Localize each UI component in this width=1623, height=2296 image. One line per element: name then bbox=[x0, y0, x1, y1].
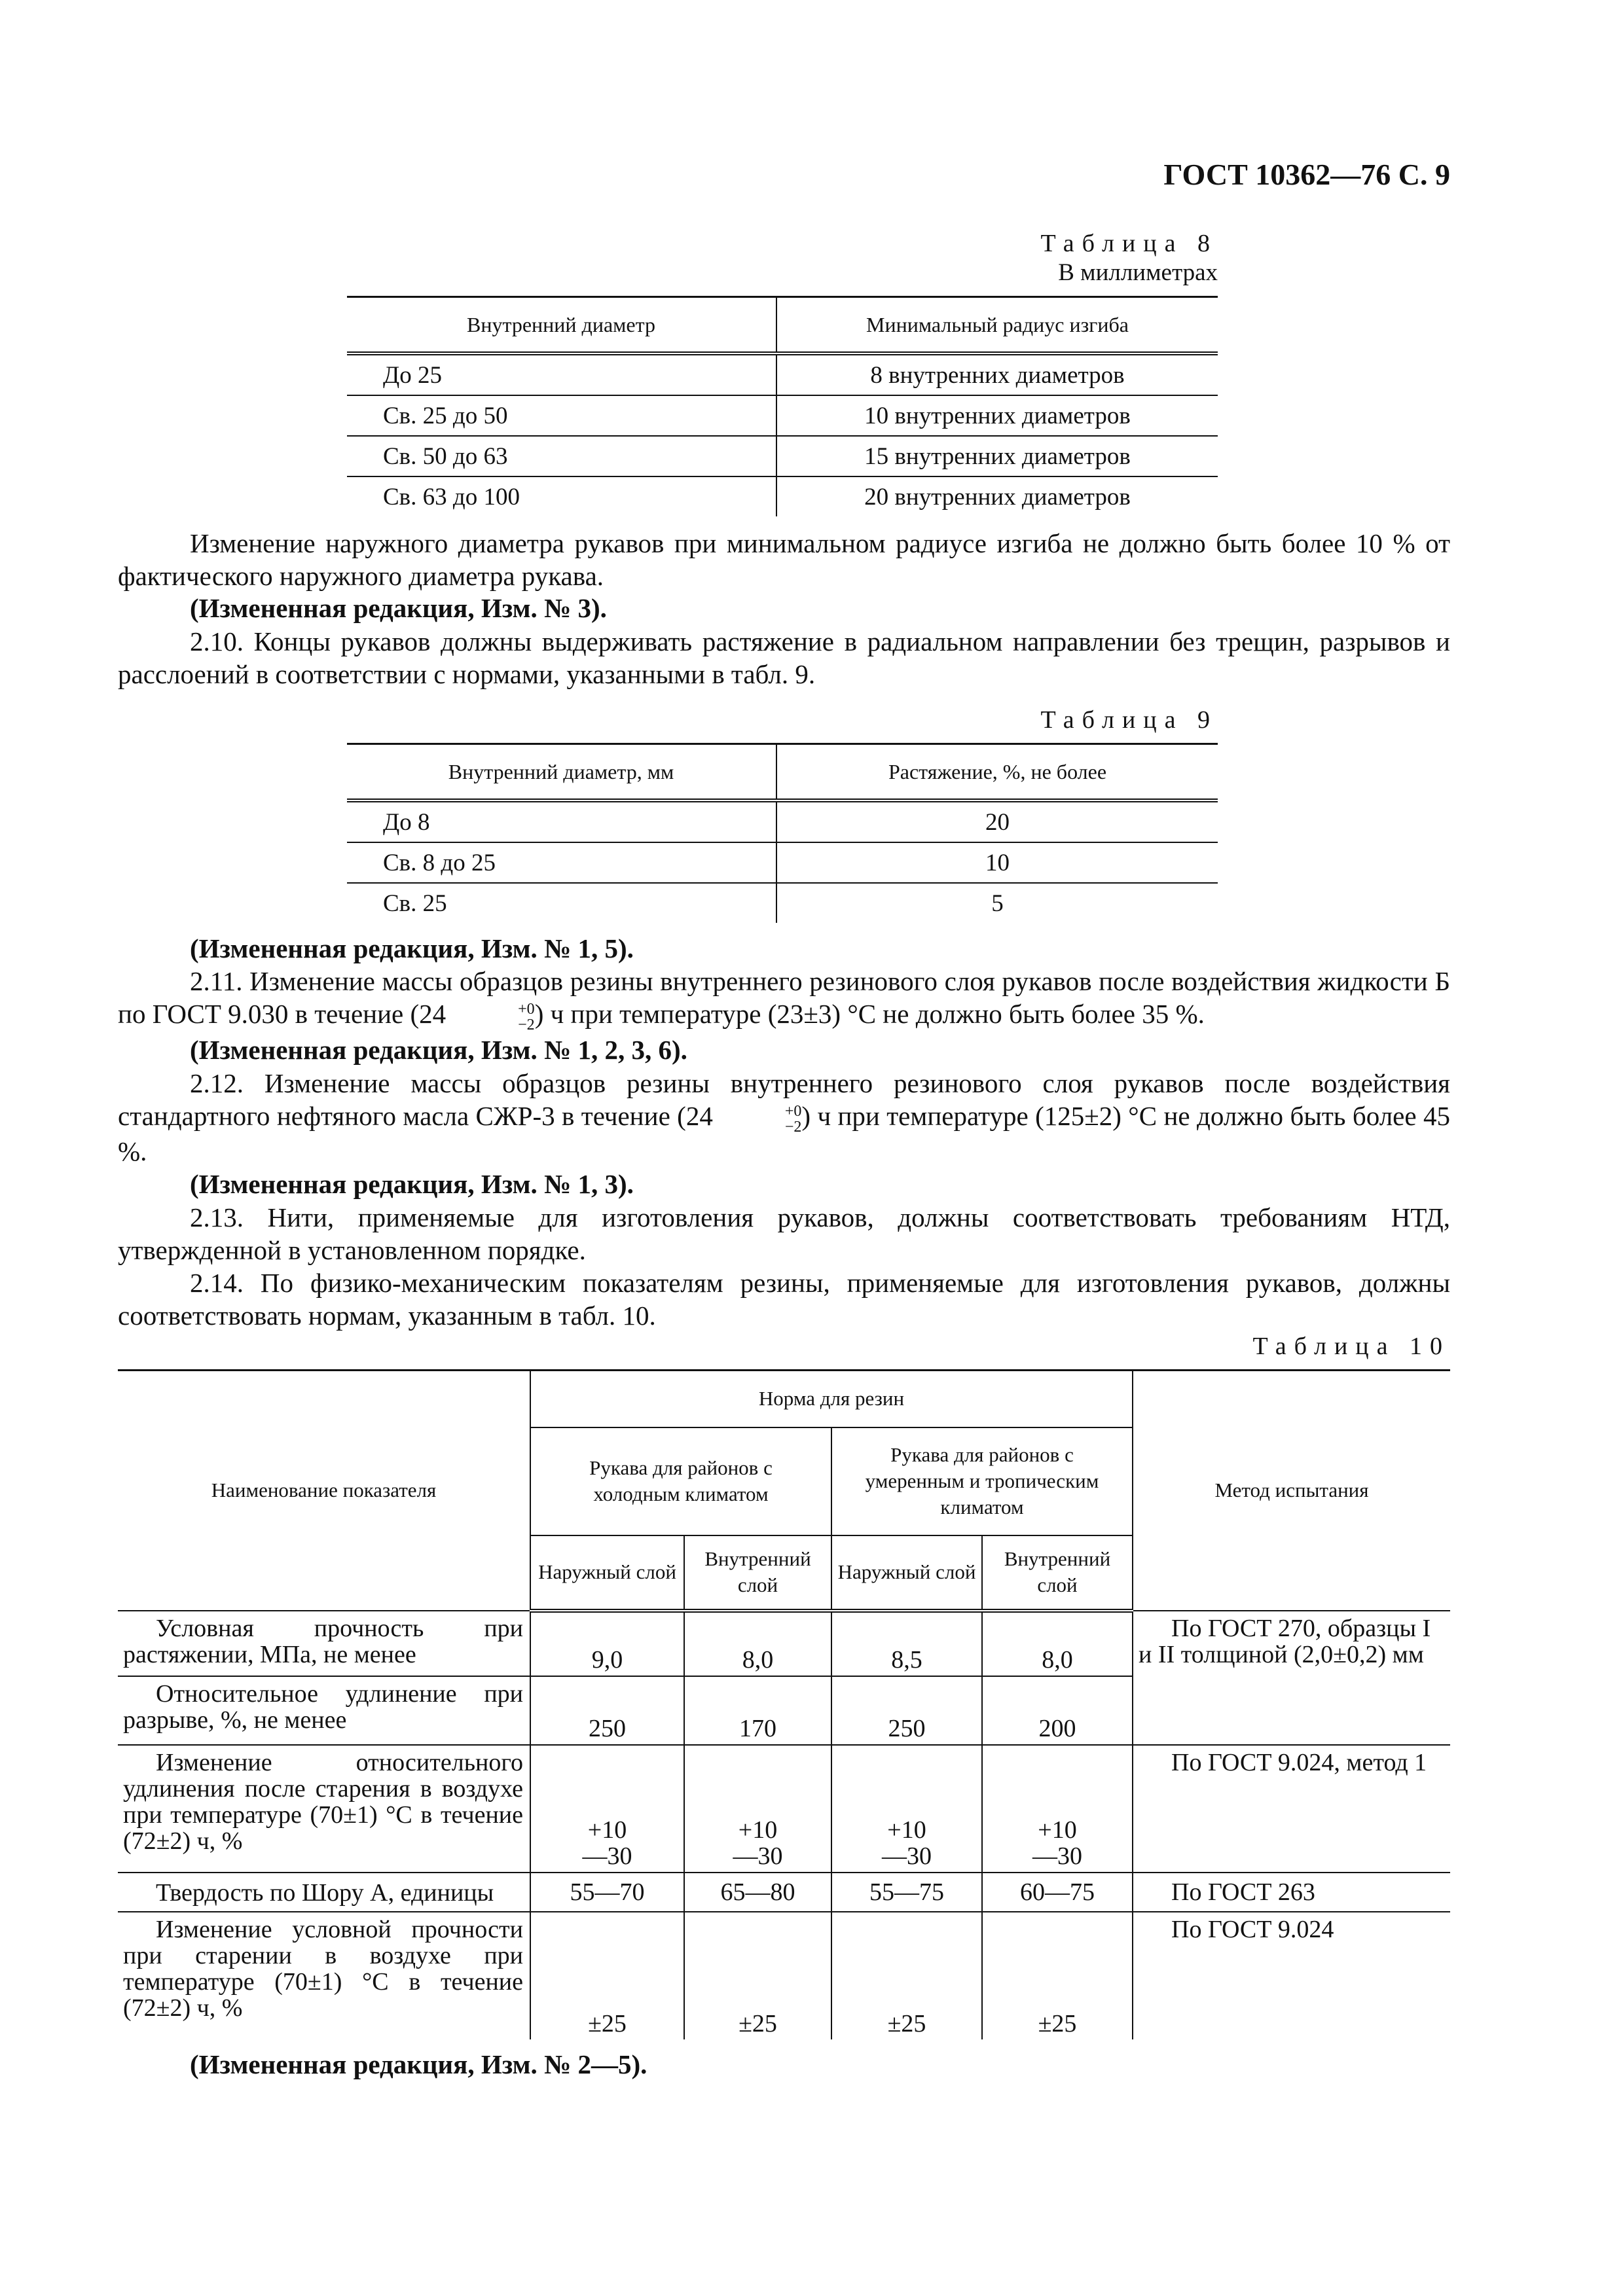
table10-header-temperate: Рукава для районов с умеренным и тропическим климатом bbox=[831, 1427, 1133, 1535]
table8-cell: 10 внутренних диаметров bbox=[776, 395, 1218, 436]
table9-cell: 5 bbox=[991, 889, 1004, 917]
table10-name-cell bbox=[118, 1873, 530, 1912]
table10-caption: Таблица 10 bbox=[1252, 1333, 1450, 1360]
paragraph-2-12-text-a: 2.12. Изменение массы образцов резины внутреннего резинового слоя рукавов после воздействия стандартного нефтяного масла СЖР-3 в течение (24 bbox=[118, 1068, 1450, 1131]
table10-header-outer: Наружный слой bbox=[831, 1535, 982, 1611]
table10-value: ±25 bbox=[684, 1912, 831, 2039]
table10-header-inner: Внутренний слой bbox=[684, 1535, 831, 1611]
table9-cell: Св. 25 bbox=[347, 883, 776, 923]
table-row bbox=[347, 476, 1218, 516]
tolerance-upper: +0 bbox=[784, 1102, 802, 1120]
table10-method-text: По ГОСТ 270, образцы I и II толщиной (2,0±0,2) мм bbox=[1139, 1614, 1431, 1668]
table10-value: ±25 bbox=[530, 1912, 684, 2039]
table10-name-cell bbox=[118, 1676, 530, 1745]
edit-note-1: (Измененная редакция, Изм. № 3). bbox=[190, 593, 607, 623]
table10-name-text: Изменение условной прочности при старении в воздухе при температуре (70±1) °С в течение (72±2) ч, % bbox=[123, 1915, 523, 2022]
table10-method-cell bbox=[1133, 1912, 1450, 2039]
table10-header-cold: Рукава для районов с холодным климатом bbox=[530, 1427, 831, 1535]
table-10 bbox=[118, 1369, 1450, 2039]
paragraph-2-11 bbox=[118, 965, 1450, 1033]
paragraph-2-11-text-a: 2.11. Изменение массы образцов резины внутреннего резинового слоя рукавов после воздействия жидкости Б по ГОСТ 9.030 в течение (24 bbox=[118, 966, 1450, 1029]
table10-method-text: По ГОСТ 263 bbox=[1171, 1878, 1315, 1906]
tolerance-lower: −2 bbox=[784, 1118, 802, 1136]
table10-method-text: По ГОСТ 9.024, метод 1 bbox=[1171, 1748, 1427, 1776]
table10-method-cell bbox=[1133, 1611, 1450, 1745]
table10-name-cell bbox=[118, 1912, 530, 2039]
table-row bbox=[118, 1745, 1450, 1873]
table9-header-diameter: Внутренний диаметр, мм bbox=[347, 744, 776, 801]
table10-name-cell bbox=[118, 1745, 530, 1873]
table-row bbox=[118, 1873, 1450, 1912]
table10-value: +10 —30 bbox=[982, 1745, 1133, 1873]
table8-cell: До 25 bbox=[347, 353, 776, 395]
table10-value: 8,0 bbox=[982, 1611, 1133, 1676]
table8-cell: Св. 50 до 63 bbox=[347, 436, 776, 476]
table9-caption: Таблица 9 bbox=[1040, 706, 1218, 734]
table8-cell: 20 внутренних диаметров bbox=[864, 483, 1131, 511]
edit-note-4: (Измененная редакция, Изм. № 1, 3). bbox=[190, 1169, 634, 1199]
table10-name-text: Изменение относительного удлинения после старения в воздухе при температуре (70±1) °С в течение (72±2) ч, % bbox=[123, 1748, 523, 1855]
edit-note-3: (Измененная редакция, Изм. № 1, 2, 3, 6). bbox=[190, 1035, 687, 1065]
table-row bbox=[118, 1912, 1450, 2039]
table-row bbox=[347, 800, 1218, 842]
table-8 bbox=[347, 296, 1218, 516]
table10-header-name: Наименование показателя bbox=[118, 1371, 530, 1611]
table-row bbox=[118, 1611, 1450, 1676]
tolerance-upper: +0 bbox=[518, 1000, 535, 1018]
table10-name-text: Твердость по Шору А, единицы bbox=[156, 1878, 494, 1907]
table10-value: 55—70 bbox=[530, 1873, 684, 1912]
table9-header-stretch: Растяжение, %, не более bbox=[776, 744, 1218, 801]
table10-value: 65—80 bbox=[684, 1873, 831, 1912]
paragraph-2-11-text-b: ) ч при температуре (23±3) °С не должно быть более 35 %. bbox=[534, 999, 1205, 1029]
table10-value: 9,0 bbox=[530, 1611, 684, 1676]
table10-value: ±25 bbox=[831, 1912, 982, 2039]
table10-value: +10 —30 bbox=[530, 1745, 684, 1873]
table8-units: В миллиметрах bbox=[1058, 259, 1218, 286]
table10-method-cell bbox=[1133, 1745, 1450, 1873]
tolerance-lower: −2 bbox=[518, 1016, 535, 1033]
table10-name-cell bbox=[118, 1611, 530, 1676]
table10-value: 250 bbox=[530, 1676, 684, 1745]
table-row bbox=[347, 353, 1218, 395]
table8-caption: Таблица 8 bbox=[1040, 230, 1218, 257]
table10-method-text: По ГОСТ 9.024 bbox=[1171, 1915, 1334, 1943]
edit-note-2: (Измененная редакция, Изм. № 1, 5). bbox=[190, 933, 634, 963]
table8-header-diameter: Внутренний диаметр bbox=[347, 297, 776, 354]
edit-note-5: (Измененная редакция, Изм. № 2—5). bbox=[190, 2049, 647, 2079]
paragraph-2-12-text-b: ) ч при температуре (125±2) °С не должно быть более 45 %. bbox=[118, 1101, 1450, 1166]
table10-value: 8,0 bbox=[684, 1611, 831, 1676]
tolerance-stack bbox=[446, 1001, 535, 1033]
table8-cell: Св. 25 до 50 bbox=[347, 395, 776, 436]
table9-cell: 10 bbox=[776, 842, 1218, 883]
table10-header-norm: Норма для резин bbox=[530, 1371, 1133, 1427]
table10-value: 250 bbox=[831, 1676, 982, 1745]
paragraph-2-12 bbox=[118, 1067, 1450, 1168]
table10-name-text: Условная прочность при растяжении, МПа, не менее bbox=[123, 1614, 523, 1668]
table10-value: 8,5 bbox=[831, 1611, 982, 1676]
paragraph-2-13: 2.13. Нити, применяемые для изготовления рукавов, должны соответствовать требованиям НТД, утвержденной в установленном порядке. bbox=[118, 1202, 1450, 1265]
table10-value: 60—75 bbox=[982, 1873, 1133, 1912]
table9-cell: 20 bbox=[776, 800, 1218, 842]
tolerance-stack bbox=[713, 1103, 802, 1135]
table10-header-method: Метод испытания bbox=[1133, 1371, 1450, 1611]
page-header: ГОСТ 10362—76 С. 9 bbox=[1163, 158, 1450, 191]
paragraph-2-14: 2.14. По физико-механическим показателям резины, применяемые для изготовления рукавов, должны соответствовать нормам, указанным в табл. 10. bbox=[118, 1268, 1450, 1331]
table10-method-cell bbox=[1133, 1873, 1450, 1912]
table10-header-outer: Наружный слой bbox=[530, 1535, 684, 1611]
table8-header-radius: Минимальный радиус изгиба bbox=[776, 297, 1218, 354]
table8-cell: Св. 63 до 100 bbox=[347, 476, 776, 516]
table10-value: ±25 bbox=[982, 1912, 1133, 2039]
table-row bbox=[347, 436, 1218, 476]
table10-value: 55—75 bbox=[831, 1873, 982, 1912]
table8-cell: 8 внутренних диаметров bbox=[776, 353, 1218, 395]
table10-value: +10 —30 bbox=[684, 1745, 831, 1873]
table-9 bbox=[347, 743, 1218, 923]
table9-cell: До 8 bbox=[347, 800, 776, 842]
table8-cell: 15 внутренних диаметров bbox=[776, 436, 1218, 476]
table-row bbox=[347, 883, 1218, 923]
table10-value: +10 —30 bbox=[831, 1745, 982, 1873]
table-row bbox=[347, 395, 1218, 436]
paragraph-2-10: 2.10. Концы рукавов должны выдерживать растяжение в радиальном направлении без трещин, разрывов и расслоений в соответствии с нормами, указанными в табл. 9. bbox=[118, 626, 1450, 689]
paragraph-diameter-change: Изменение наружного диаметра рукавов при минимальном радиусе изгиба не должно быть более 10 % от фактического наружного диаметра рукава. bbox=[118, 528, 1450, 591]
table10-name-text: Относительное удлинение при разрыве, %, не менее bbox=[123, 1679, 523, 1734]
table10-value: 200 bbox=[982, 1676, 1133, 1745]
table9-cell: Св. 8 до 25 bbox=[347, 842, 776, 883]
table10-value: 170 bbox=[684, 1676, 831, 1745]
table-row bbox=[347, 842, 1218, 883]
table10-header-inner: Внутренний слой bbox=[982, 1535, 1133, 1611]
